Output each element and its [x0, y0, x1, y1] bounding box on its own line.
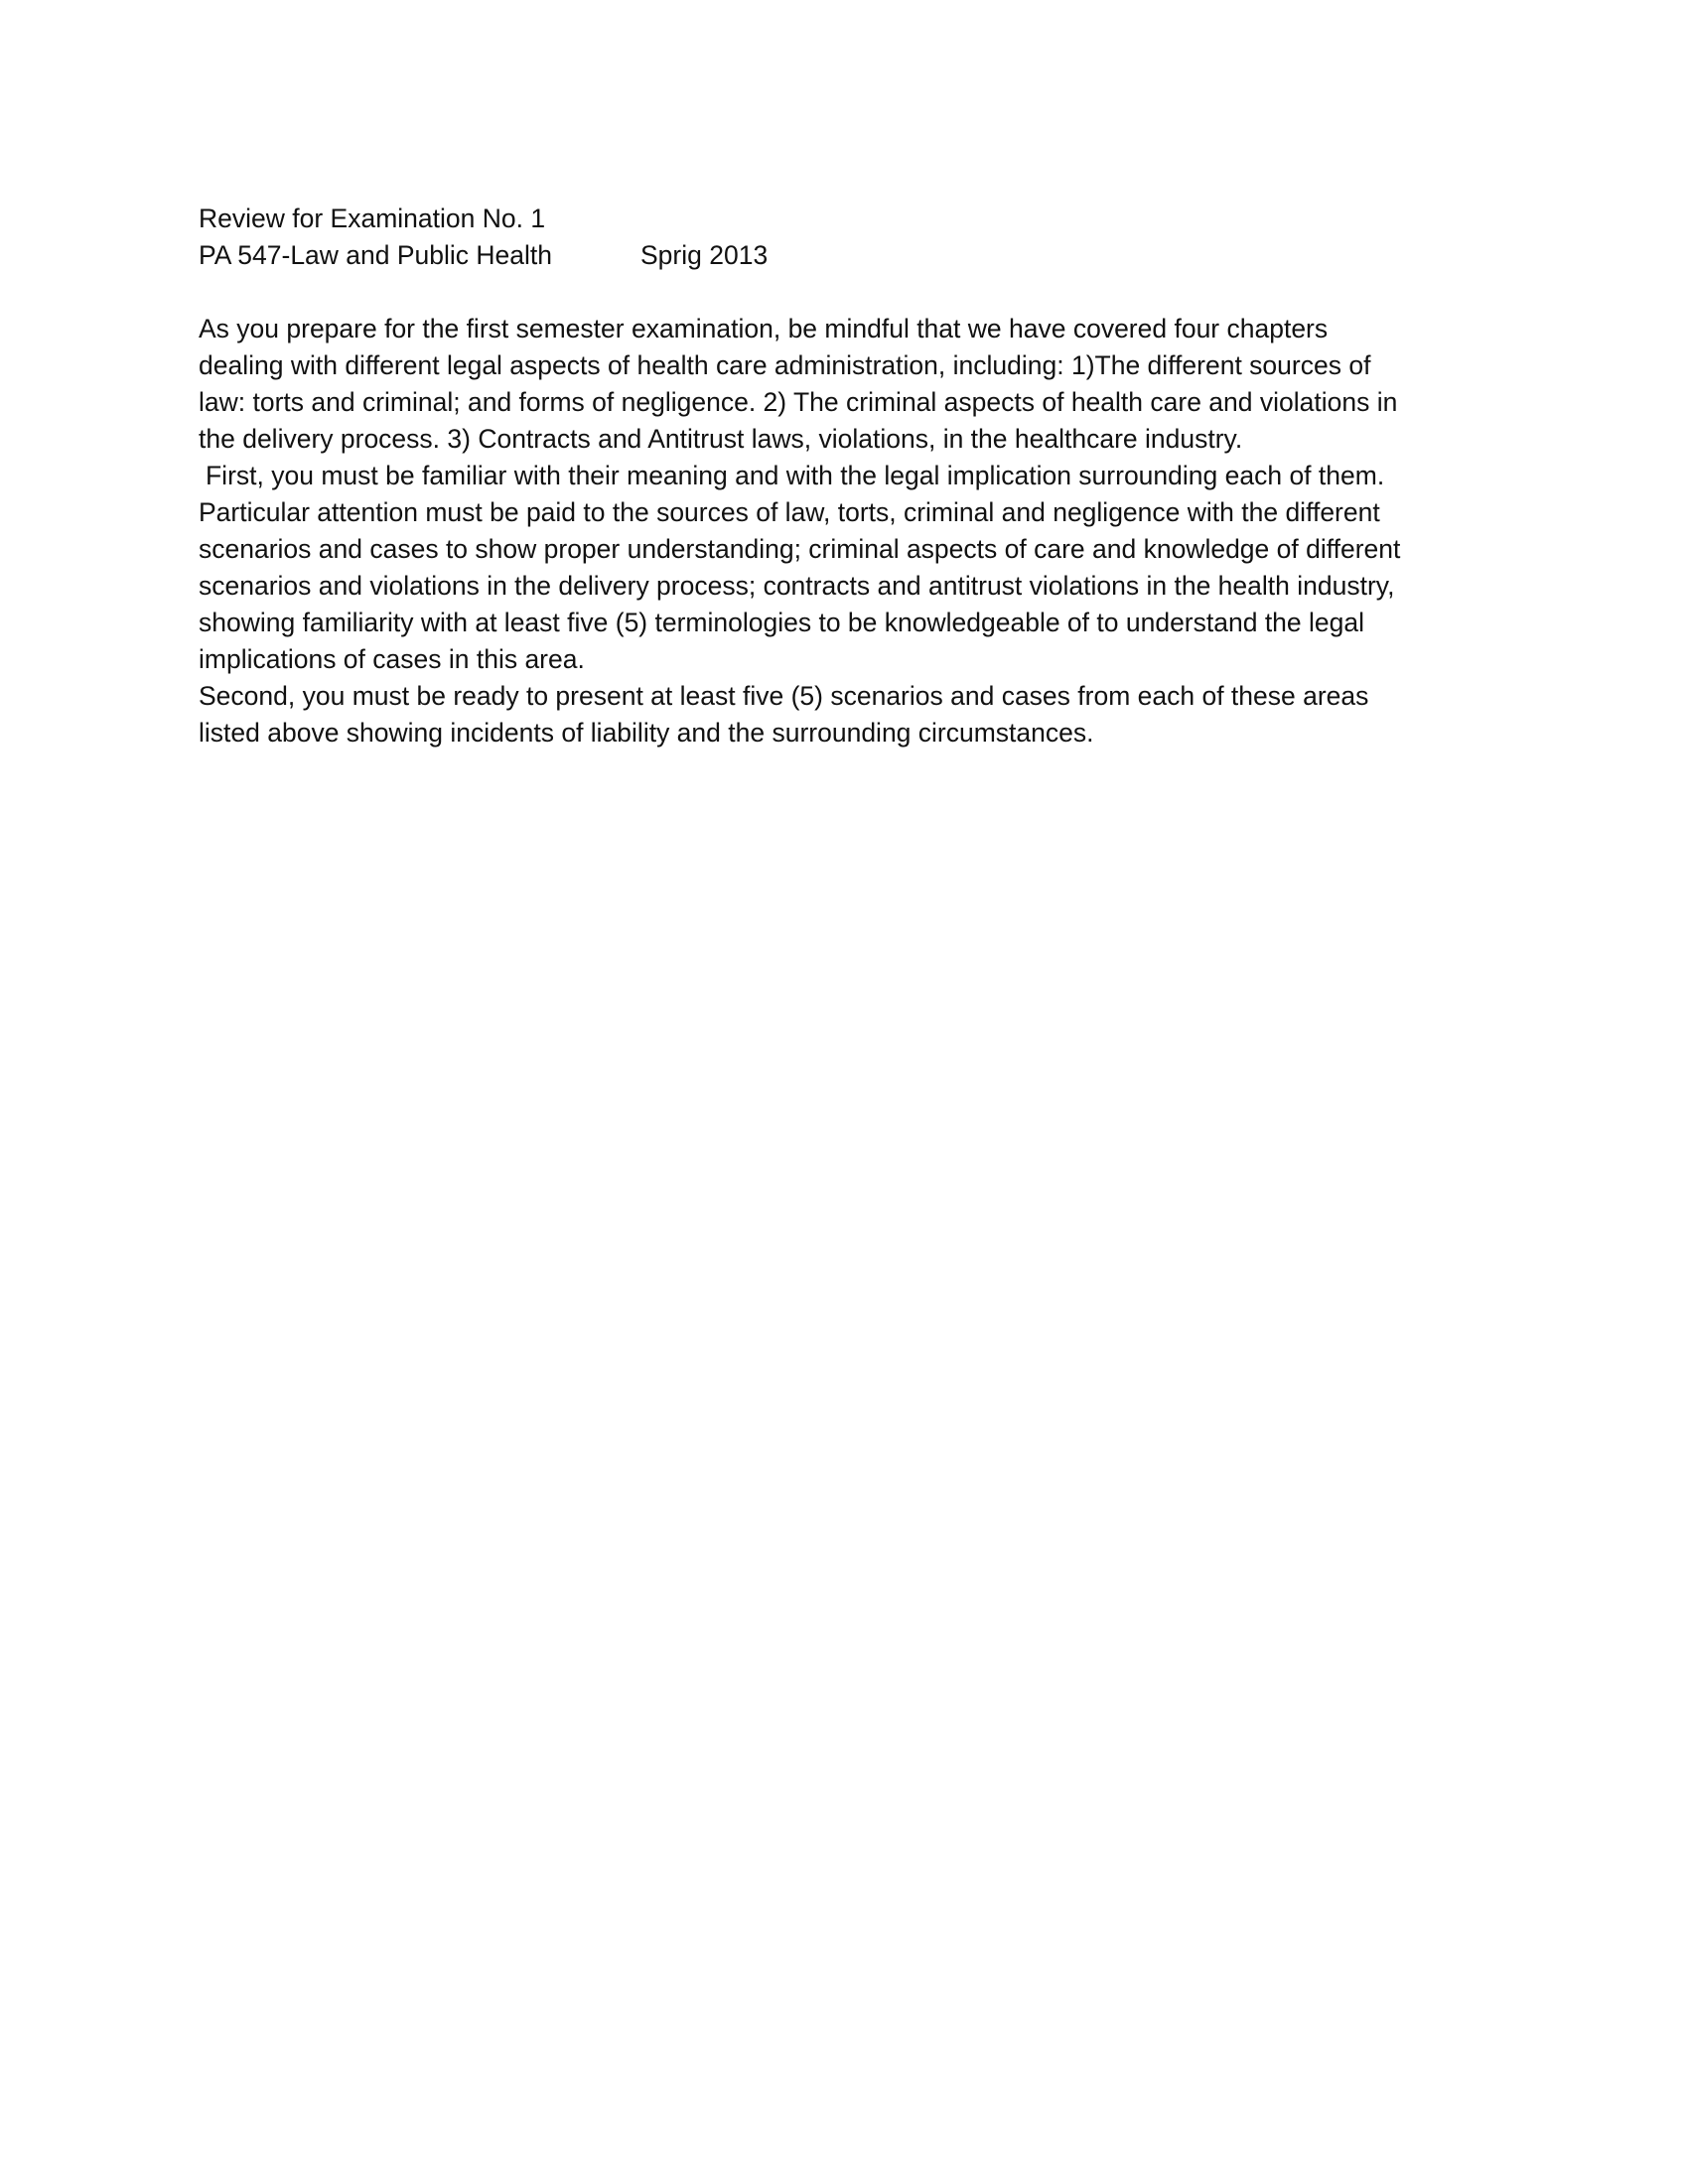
body-line-8: scenarios and violations in the delivery process; contracts and antitrust violations in the health industry, [199, 571, 1395, 601]
blank-line [199, 274, 1489, 311]
body-line-2: dealing with different legal aspects of health care administration, including: 1)The different sources of [199, 350, 1371, 380]
body-line-3: law: torts and criminal; and forms of negligence. 2) The criminal aspects of health care and violations in [199, 387, 1398, 417]
body-line-5-text: First, you must be familiar with their meaning and with the legal implication surrounding each of them. [206, 461, 1385, 490]
body-line-4: the delivery process. 3) Contracts and Antitrust laws, violations, in the healthcare industry. [199, 424, 1243, 454]
body-line-1: As you prepare for the first semester examination, be mindful that we have covered four chapters [199, 314, 1329, 343]
body-line-9: showing familiarity with at least five (5) terminologies to be knowledgeable of to understand the legal [199, 608, 1365, 637]
body-line-5 [199, 458, 1489, 494]
document-content [199, 201, 1489, 751]
course-term: Sprig 2013 [640, 240, 769, 270]
body-line-12: listed above showing incidents of liability and the surrounding circumstances. [199, 718, 1094, 748]
course-name: PA 547-Law and Public Health [199, 240, 553, 270]
body-line-7: scenarios and cases to show proper understanding; criminal aspects of care and knowledge of different [199, 534, 1401, 564]
course-header-row [199, 237, 1489, 274]
document-title: Review for Examination No. 1 [199, 204, 546, 233]
body-line-10: implications of cases in this area. [199, 644, 585, 674]
body-line-11: Second, you must be ready to present at least five (5) scenarios and cases from each of these areas [199, 681, 1369, 711]
body-line-6: Particular attention must be paid to the sources of law, torts, criminal and negligence with the different [199, 497, 1380, 527]
